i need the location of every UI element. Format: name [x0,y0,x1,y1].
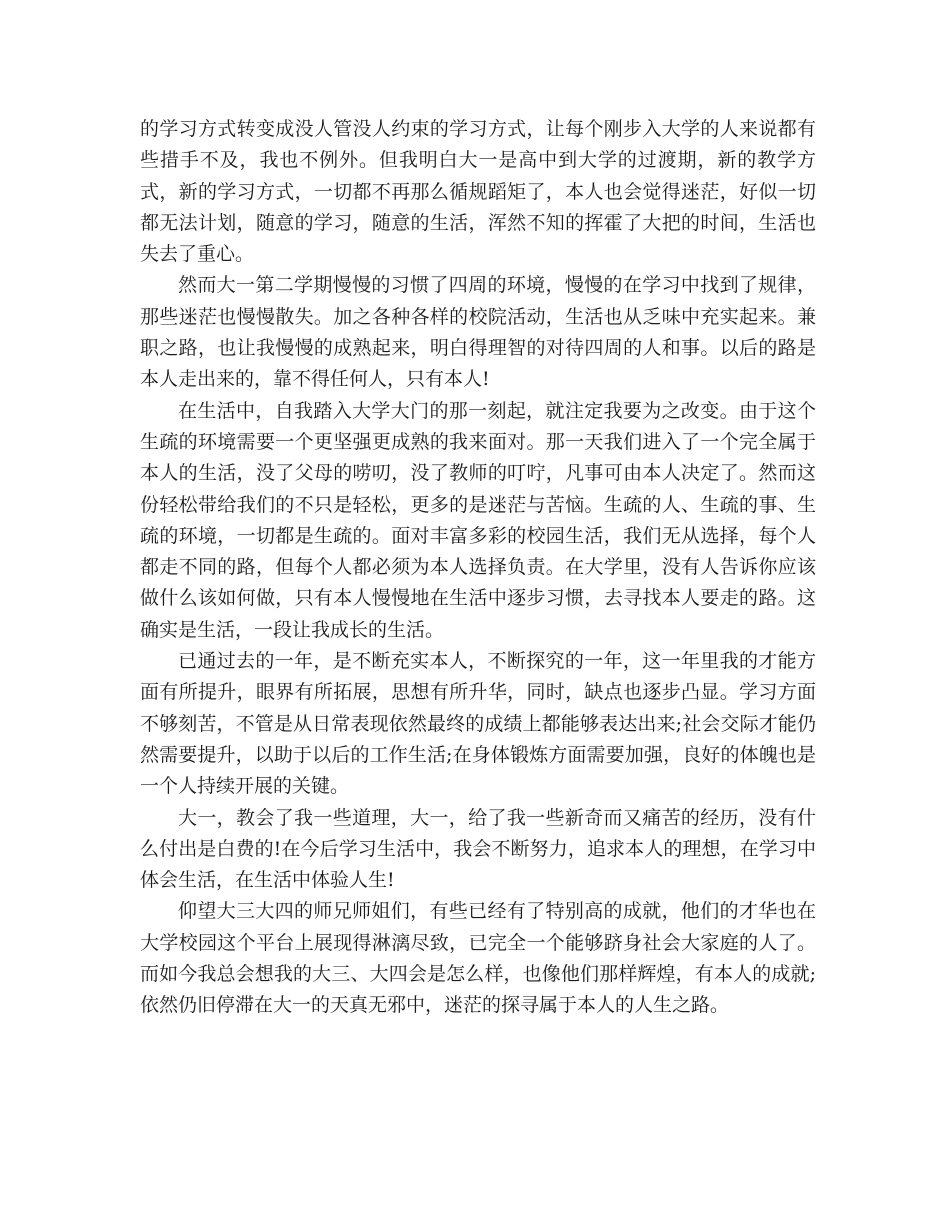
paragraph-continued: 的学习方式转变成没人管没人约束的学习方式，让每个刚步入大学的人来说都有些措手不及，我也不例外。但我明白大一是高中到大学的过渡期，新的教学方式，新的学习方式，一切都不再那么循规蹈矩了，本人也会觉得迷茫，好似一切都无法计划，随意的学习，随意的生活，浑然不知的挥霍了大把的时间，生活也失去了重心。 [140,118,816,266]
paragraph: 在生活中，自我踏入大学大门的那一刻起，就注定我要为之改变。由于这个生疏的环境需要一个更坚强更成熟的我来面对。那一天我们进入了一个完全属于本人的生活，没了父母的唠叨，没了教师的叮咛，凡事可由本人决定了。然而这份轻松带给我们的不只是轻松，更多的是迷茫与苦恼。生疏的人、生疏的事、生疏的环境，一切都是生疏的。面对丰富多彩的校园生活，我们无从选择，每个人都走不同的路，但每个人都必须为本人选择负责。在大学里，没有人告诉你应该做什么该如何做，只有本人慢慢地在生活中逐步习惯，去寻找本人要走的路。这确实是生活，一段让我成长的生活。 [140,399,816,641]
paragraph: 大一，教会了我一些道理，大一，给了我一些新奇而又痛苦的经历，没有什么付出是白费的!在今后学习生活中，我会不断努力，追求本人的理想，在学习中体会生活，在生活中体验人生! [140,806,816,892]
paragraph: 仰望大三大四的师兄师姐们，有些已经有了特别高的成就，他们的才华也在大学校园这个平台上展现得淋漓尽致，已完全一个能够跻身社会大家庭的人了。而如今我总会想我的大三、大四会是怎么样，也像他们那样辉煌，有本人的成就;依然仍旧停滞在大一的天真无邪中，迷茫的探寻属于本人的人生之路。 [140,900,816,1017]
document-body [140,114,816,1022]
paragraph: 已通过去的一年，是不断充实本人，不断探究的一年，这一年里我的才能方面有所提升，眼界有所拓展，思想有所升华，同时，缺点也逐步凸显。学习方面不够刻苦，不管是从日常表现依然最终的成绩上都能够表达出来;社会交际才能仍然需要提升，以助于以后的工作生活;在身体锻炼方面需要加强，良好的体魄也是一个人持续开展的关键。 [140,650,816,798]
paragraph: 然而大一第二学期慢慢的习惯了四周的环境，慢慢的在学习中找到了规律，那些迷茫也慢慢散失。加之各种各样的校院活动，生活也从乏味中充实起来。兼职之路，也让我慢慢的成熟起来，明白得理智的对待四周的人和事。以后的路是本人走出来的，靠不得任何人，只有本人! [140,274,816,391]
